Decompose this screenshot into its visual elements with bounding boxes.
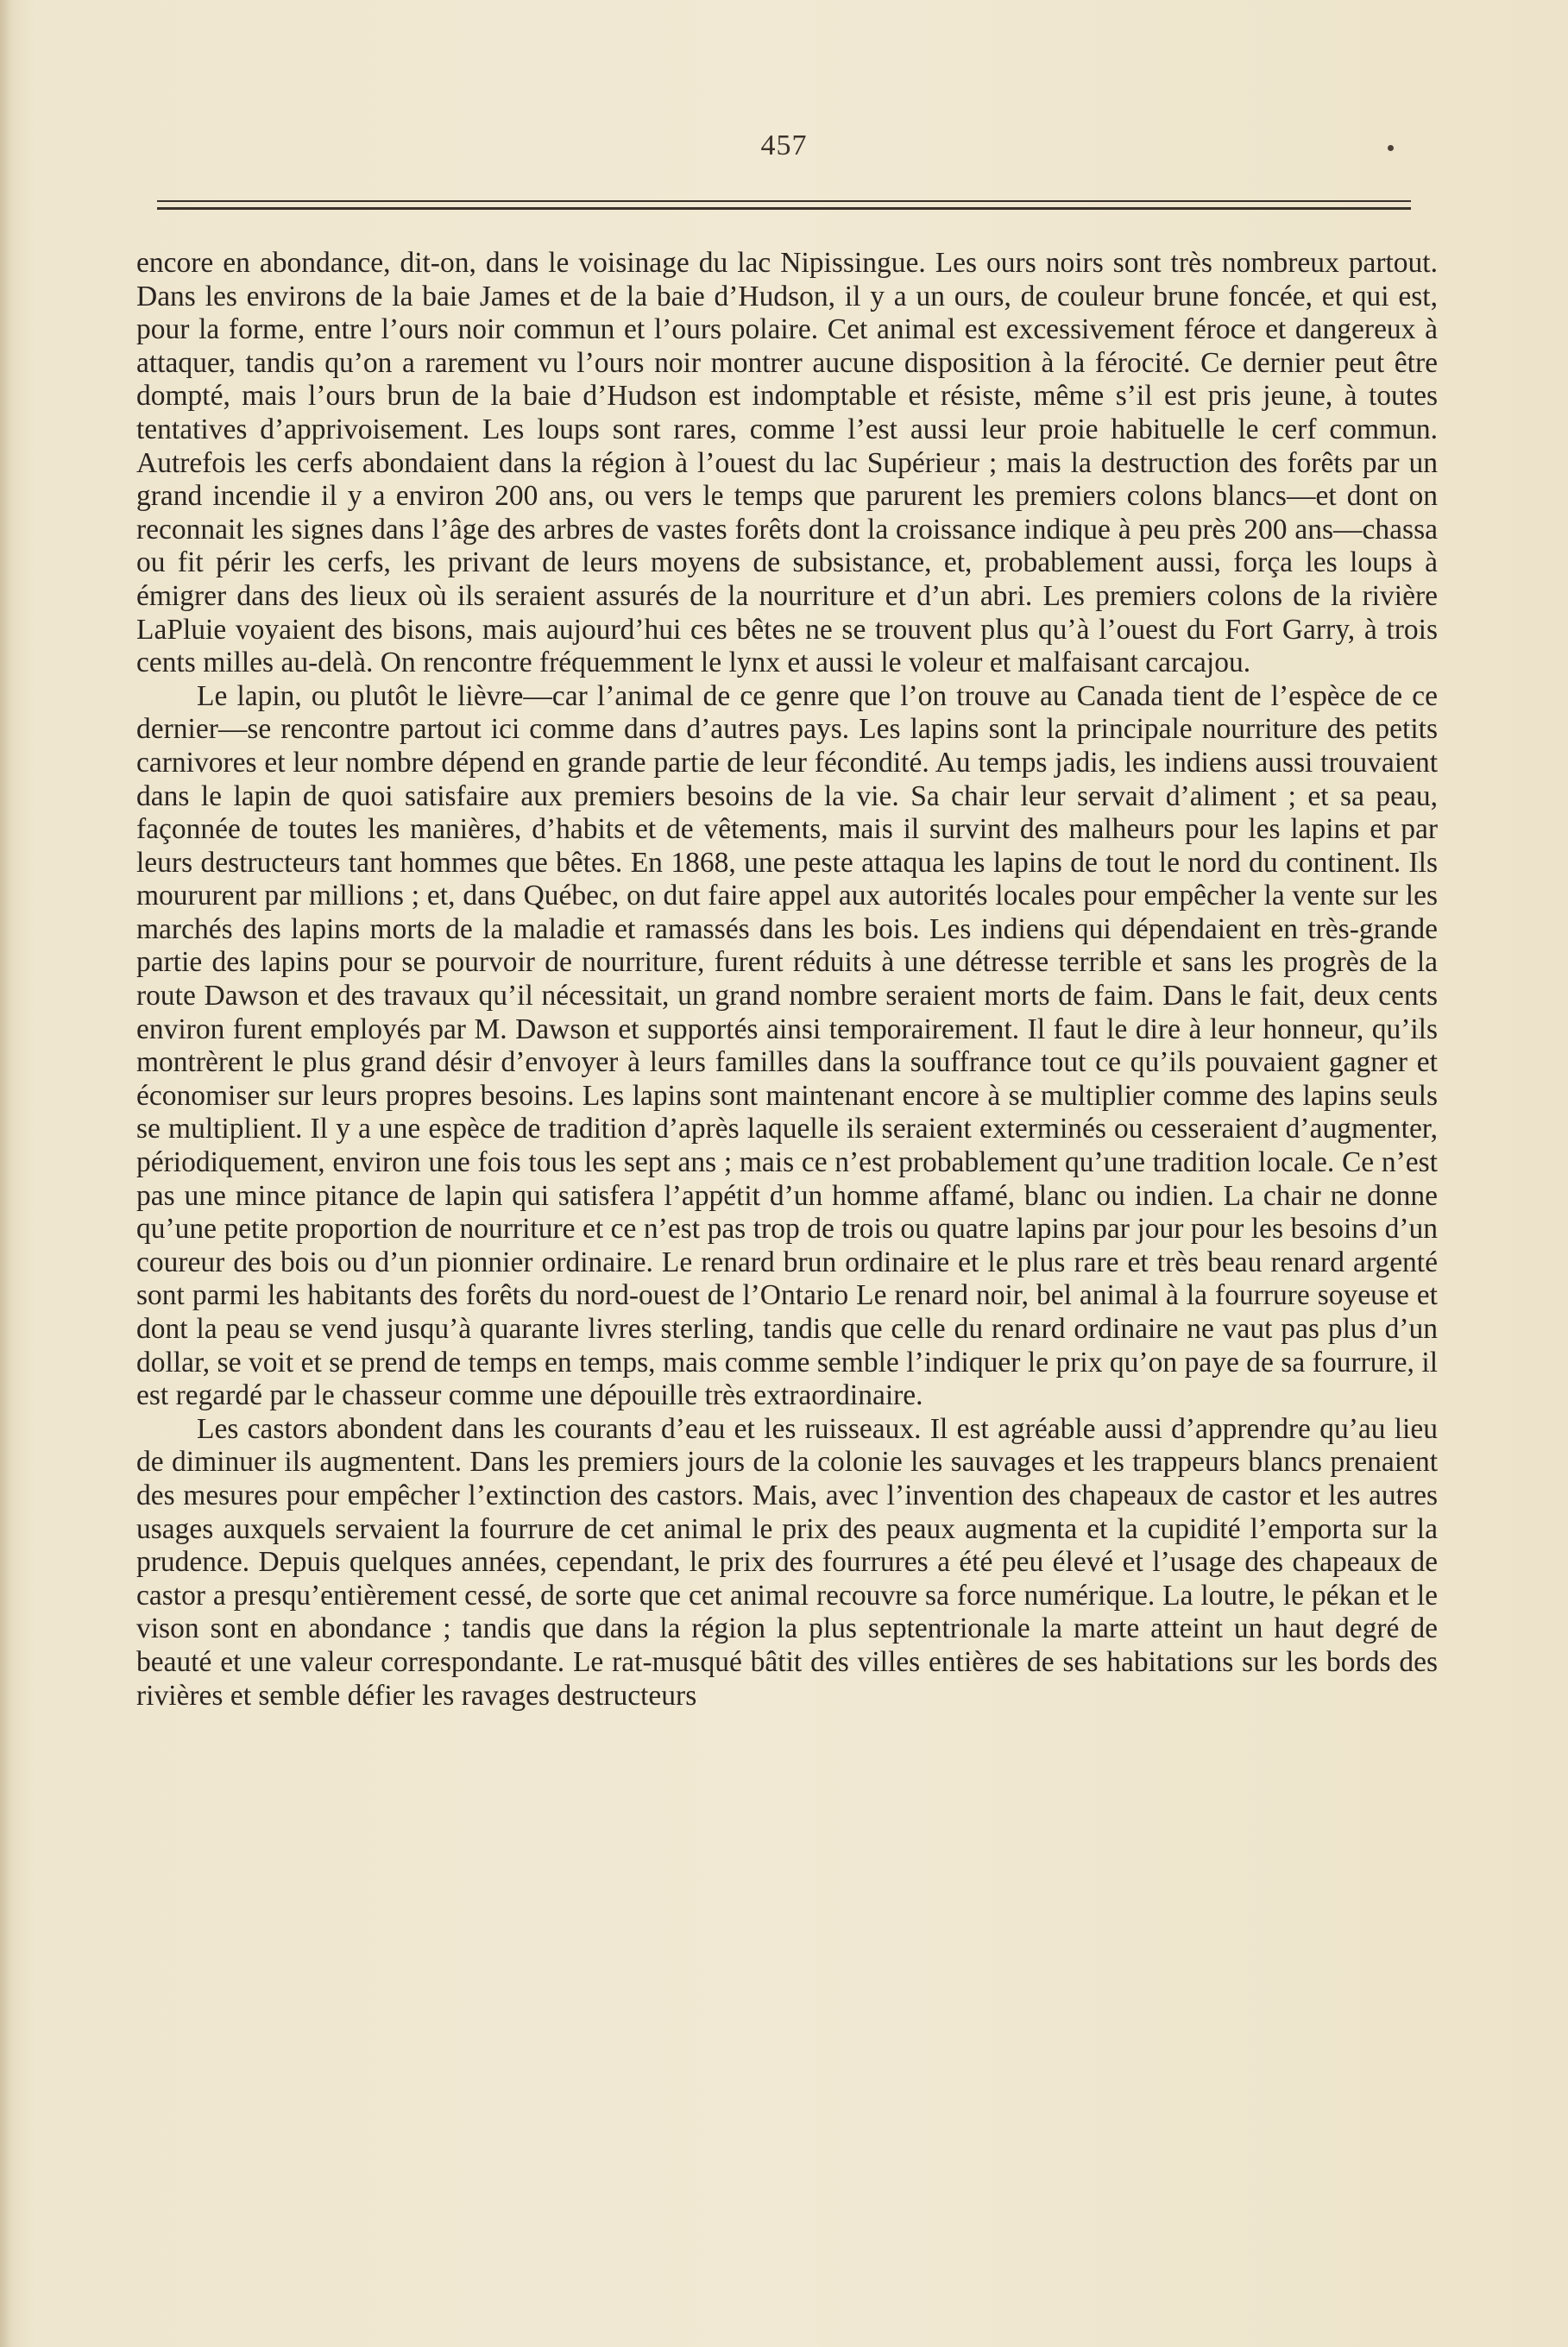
paragraph-castors: Les castors abondent dans les courants d’eau et les ruisseaux. Il est agréable aussi d’apprendre qu’au lieu de diminuer ils augmentent. Dans les premiers jours de la colonie les sauvages et les trappeurs blancs prenaient des mesures pour empêcher l’extinction des castors. Mais, avec l’invention des chapeaux de castor et les autres usages auxquels servaient la fourrure de cet animal le prix des peaux augmenta et la cupidité l’emporta sur la prudence. Depuis quelques années, cependant, le prix des fourrures a été peu élevé et l’usage des chapeaux de castor a presqu’entièrement cessé, de sorte que cet animal recouvre sa force numérique. La loutre, le pékan et le vison sont en abondance ; tandis que dans la région la plus septentrionale la marte atteint un haut degré de beauté et une valeur correspondante. Le rat-musqué bâtit des villes entières de ses habitations sur les bords des rivières et semble défier les ravages destructeurs (136, 1412, 1438, 1712)
ink-speck (1388, 145, 1394, 151)
body-text (136, 247, 1438, 1713)
paragraph-ours-loups: encore en abondance, dit-on, dans le voisinage du lac Nipissingue. Les ours noirs sont très nombreux partout. Dans les environs de la baie James et de la baie d’Hudson, il y a un ours, de couleur brune foncée, et qui est, pour la forme, entre l’ours noir commun et l’ours polaire. Cet animal est excessivement féroce et dangereux à attaquer, tandis qu’on a rarement vu l’ours noir montrer aucune disposition à la férocité. Ce dernier peut être dompté, mais l’ours brun de la baie d’Hudson est indomptable et résiste, même s’il est pris jeune, à toutes tentatives d’apprivoisement. Les loups sont rares, comme l’est aussi leur proie habituelle le cerf commun. Autrefois les cerfs abondaient dans la région à l’ouest du lac Supérieur ; mais la destruction des forêts par un grand incendie il y a environ 200 ans, ou vers le temps que parurent les premiers colons blancs—et dont on reconnait les signes dans l’âge des arbres de vastes forêts dont la croissance indique à peu près 200 ans—chassa ou fit périr les cerfs, les privant de leurs moyens de subsistance, et, probablement aussi, força les loups à émigrer dans des lieux où ils seraient assurés de la nourriture et d’un abri. Les premiers colons de la rivière LaPluie voyaient des bisons, mais aujourd’hui ces bêtes ne se trouvent plus qu’à l’ouest du Fort Garry, à trois cents milles au-delà. On rencontre fréquemment le lynx et aussi le voleur et malfaisant carcajou. (136, 247, 1438, 679)
paragraph-lapin-renard: Le lapin, ou plutôt le lièvre—car l’animal de ce genre que l’on trouve au Canada tient de l’espèce de ce dernier—se rencontre partout ici comme dans d’autres pays. Les lapins sont la principale nourriture des petits carnivores et leur nombre dépend en grande partie de leur fécondité. Au temps jadis, les indiens aussi trouvaient dans le lapin de quoi satisfaire aux premiers besoins de la vie. Sa chair leur servait d’aliment ; et sa peau, façonnée de toutes les manières, d’habits et de vêtements, mais il survint des malheurs pour les lapins et par leurs destructeurs tant hommes que bêtes. En 1868, une peste attaqua les lapins de tout le nord du continent. Ils moururent par millions ; et, dans Québec, on dut faire appel aux autorités locales pour empêcher la vente sur les marchés des lapins morts de la maladie et ramassés dans les bois. Les indiens qui dépendaient en très-grande partie des lapins pour se pourvoir de nourriture, furent réduits à une détresse terrible et sans les progrès de la route Dawson et des travaux qu’il nécessitait, un grand nombre seraient morts de faim. Dans le fait, deux cents environ furent employés par M. Dawson et supportés ainsi temporairement. Il faut le dire à leur honneur, qu’ils montrèrent le plus grand désir d’envoyer à leurs familles dans la souffrance tout ce qu’ils pouvaient gagner et économiser sur leurs propres besoins. Les lapins sont maintenant encore à se multiplier comme des lapins seuls se multiplient. Il y a une espèce de tradition d’après laquelle ils seraient exterminés ou cesseraient d’augmenter, périodiquement, environ une fois tous les sept ans ; mais ce n’est probablement qu’une tradition locale. Ce n’est pas une mince pitance de lapin qui satisfera l’appétit d’un homme affamé, blanc ou indien. La chair ne donne qu’une petite proportion de nourriture et ce n’est pas trop de trois ou quatre lapins par jour pour les besoins d’un coureur des bois ou d’un pionnier ordinaire. Le renard brun ordinaire et le plus rare et très beau renard argenté sont parmi les habitants des forêts du nord-ouest de l’Ontario Le renard noir, bel animal à la fourrure soyeuse et dont la peau se vend jusqu’à quarante livres sterling, tandis que celle du renard ordinaire ne vaut pas plus d’un dollar, se voit et se prend de temps en temps, mais comme semble l’indiquer le prix qu’on paye de sa fourrure, il est regardé par le chasseur comme une dépouille très extraordinaire. (136, 679, 1438, 1412)
binding-edge (0, 0, 12, 2347)
header-rule-thick (157, 207, 1411, 210)
header-rule-thin (157, 200, 1411, 202)
page-number: 457 (760, 129, 808, 161)
